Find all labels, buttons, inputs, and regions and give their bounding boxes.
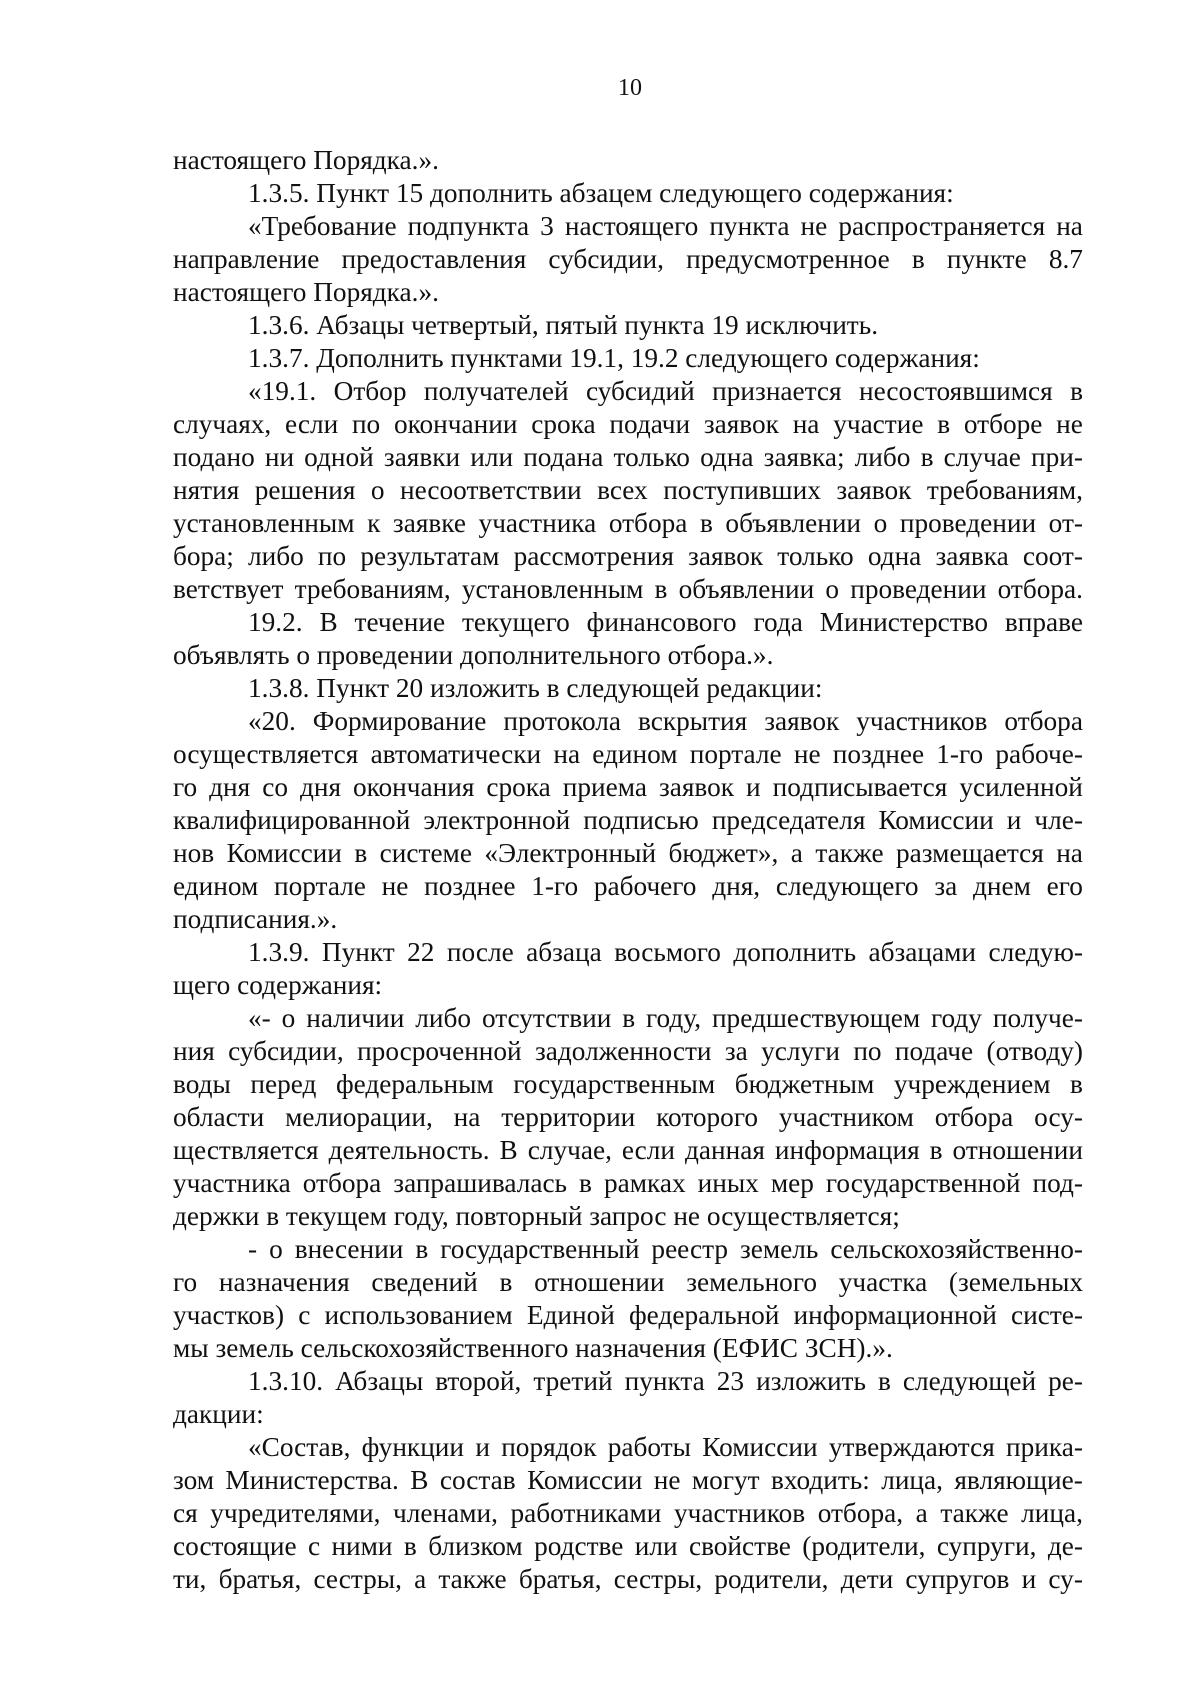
text-line: едином портале не позднее 1-го рабочего дня, следующего за днем его bbox=[173, 871, 1083, 901]
text-line: го назначения сведений в отношении земельного участка (земельных bbox=[173, 1267, 1083, 1297]
text-line: нов Комиссии в системе «Электронный бюджет», а также размещается на bbox=[173, 838, 1083, 868]
text-line: состоящие с ними в близком родстве или свойстве (родители, супруги, де- bbox=[173, 1531, 1083, 1561]
text-line: случаях, если по окончании срока подачи заявок на участие в отборе не bbox=[173, 409, 1083, 439]
text-line: 1.3.10. Абзацы второй, третий пункта 23 изложить в следующей ре- bbox=[248, 1366, 1083, 1396]
text-line: 1.3.8. Пункт 20 изложить в следующей редакции: bbox=[248, 673, 823, 703]
text-line: подписания.». bbox=[173, 904, 338, 934]
text-line: зом Министерства. В состав Комиссии не могут входить: лица, являющие- bbox=[173, 1465, 1083, 1495]
text-line: ния субсидии, просроченной задолженности за услуги по подаче (отводу) bbox=[173, 1036, 1083, 1066]
text-line: держки в текущем году, повторный запрос не осуществляется; bbox=[173, 1201, 900, 1231]
text-line: 1.3.5. Пункт 15 дополнить абзацем следующего содержания: bbox=[248, 178, 954, 208]
text-line: области мелиорации, на территории которого участником отбора осу- bbox=[173, 1102, 1083, 1132]
text-line: 1.3.7. Дополнить пунктами 19.1, 19.2 следующего содержания: bbox=[248, 343, 980, 373]
text-line: 19.2. В течение текущего финансового года Министерство вправе bbox=[248, 607, 1083, 637]
text-line: ся учредителями, членами, работниками участников отбора, а также лица, bbox=[173, 1498, 1083, 1528]
text-line: щего содержания: bbox=[173, 970, 383, 1000]
text-line: «19.1. Отбор получателей субсидий признается несостоявшимся в bbox=[248, 376, 1083, 406]
text-line: «20. Формирование протокола вскрытия заявок участников отбора bbox=[248, 706, 1083, 736]
text-line: 1.3.6. Абзацы четвертый, пятый пункта 19 исключить. bbox=[248, 310, 879, 340]
text-line: го дня со дня окончания срока приема заявок и подписывается усиленной bbox=[173, 772, 1083, 802]
text-line: воды перед федеральным государственным бюджетным учреждением в bbox=[173, 1069, 1083, 1099]
text-line: дакции: bbox=[173, 1399, 264, 1429]
text-line: - о внесении в государственный реестр земель сельскохозяйственно- bbox=[248, 1234, 1083, 1264]
text-line: участков) с использованием Единой федеральной информационной систе- bbox=[173, 1300, 1083, 1330]
text-line: «Требование подпункта 3 настоящего пункта не распространяется на bbox=[248, 211, 1083, 241]
text-line: «- о наличии либо отсутствии в году, предшествующем году получе- bbox=[248, 1003, 1083, 1033]
text-line: объявлять о проведении дополнительного отбора.». bbox=[173, 640, 774, 670]
document-body bbox=[173, 144, 1083, 1596]
text-line: настоящего Порядка.». bbox=[173, 145, 439, 175]
text-line: квалифицированной электронной подписью председателя Комиссии и чле- bbox=[173, 805, 1083, 835]
text-line: настоящего Порядка.». bbox=[173, 277, 439, 307]
text-line: ти, братья, сестры, а также братья, сестры, родители, дети супругов и су- bbox=[173, 1564, 1083, 1594]
text-line: 1.3.9. Пункт 22 после абзаца восьмого дополнить абзацами следую- bbox=[248, 937, 1083, 967]
text-line: мы земель сельскохозяйственного назначения (ЕФИС ЗСН).». bbox=[173, 1333, 893, 1363]
text-line: «Состав, функции и порядок работы Комиссии утверждаются прика- bbox=[248, 1432, 1083, 1462]
text-line: бора; либо по результатам рассмотрения заявок только одна заявка соот- bbox=[173, 541, 1083, 571]
text-line: подано ни одной заявки или подана только одна заявка; либо в случае при- bbox=[173, 442, 1083, 472]
text-line: нятия решения о несоответствии всех поступивших заявок требованиям, bbox=[173, 475, 1083, 505]
text-line: участника отбора запрашивалась в рамках иных мер государственной под- bbox=[173, 1168, 1083, 1198]
text-line: ветствует требованиям, установленным в объявлении о проведении отбора. bbox=[173, 574, 1083, 604]
text-line: направление предоставления субсидии, предусмотренное в пункте 8.7 bbox=[173, 244, 1083, 274]
page-number: 10 bbox=[618, 75, 642, 101]
text-line: установленным к заявке участника отбора в объявлении о проведении от- bbox=[173, 508, 1083, 538]
text-line: ществляется деятельность. В случае, если данная информация в отношении bbox=[173, 1135, 1083, 1165]
text-line: осуществляется автоматически на едином портале не позднее 1-го рабоче- bbox=[173, 739, 1083, 769]
